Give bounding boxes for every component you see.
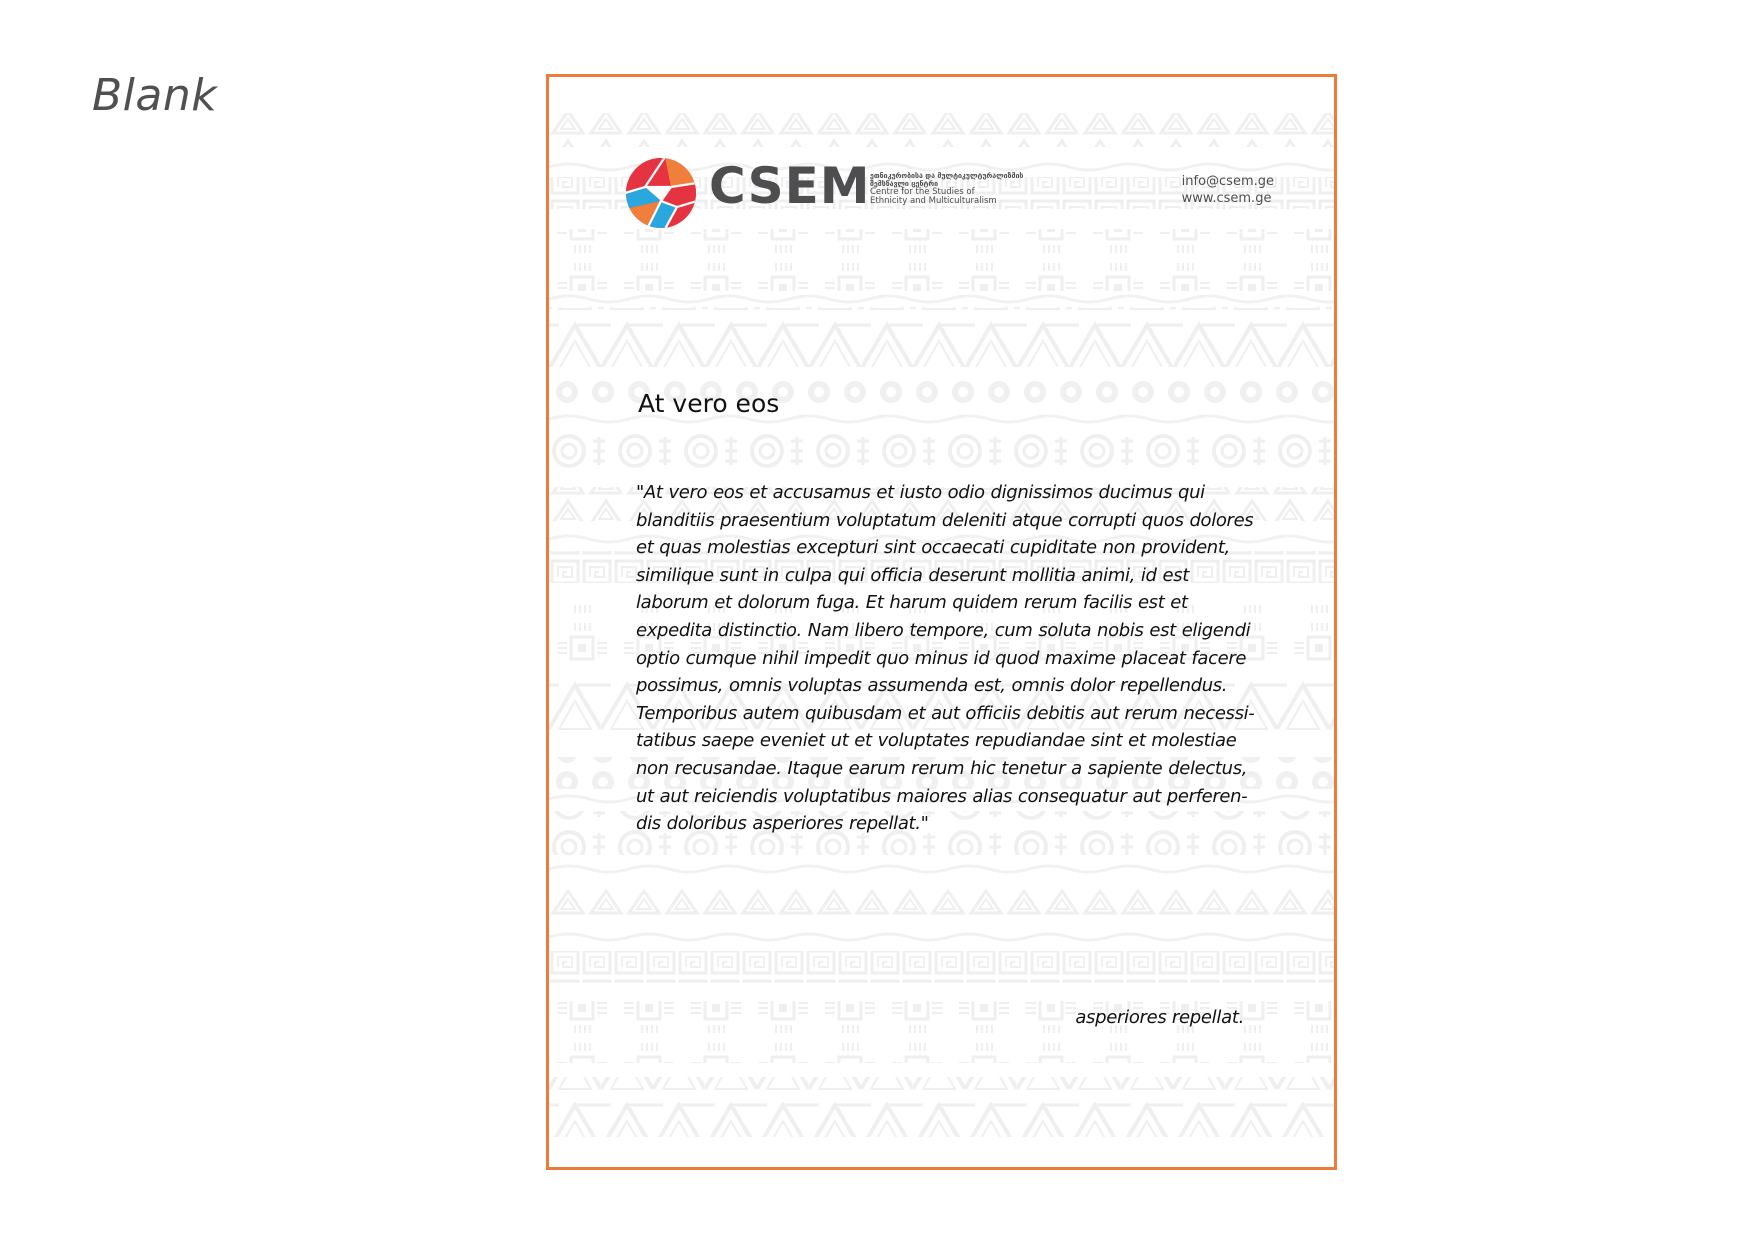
letterhead-sheet — [546, 74, 1337, 1170]
letter-body-line: optio cumque nihil impedit quo minus id quod maxime placeat facere — [636, 647, 1247, 669]
letter-body-line: dis doloribus asperiores repellat." — [636, 813, 929, 835]
letter-body-line: tatibus saepe eveniet ut et voluptates repudiandae sint et molestiae — [636, 730, 1237, 752]
logo-wordmark: CSEM — [709, 157, 871, 215]
letter-body-line: similique sunt in culpa qui officia deserunt mollitia animi, id est — [636, 564, 1189, 586]
letter-body-line: Temporibus autem quibusdam et aut officiis debitis aut rerum necessi- — [636, 702, 1255, 724]
letter-body-line: laborum et dolorum fuga. Et harum quidem rerum facilis est et — [636, 592, 1188, 614]
tagline-english-line-1: Centre for the Studies of — [870, 187, 975, 197]
contact-website: www.csem.ge — [1181, 191, 1272, 206]
logo-tagline — [870, 172, 1040, 206]
tagline-georgian-line-2: შემსწავლი ცენტრი — [870, 180, 939, 188]
letter-body-line: possimus, omnis voluptas assumenda est, omnis dolor repellendus. — [636, 675, 1228, 697]
letter-body-line: non recusandae. Itaque earum rerum hic tenetur a sapiente delectus, — [636, 757, 1248, 779]
letter-body-line: ut aut reiciendis voluptatibus maiores alias consequatur aut perferen- — [636, 785, 1248, 807]
letter-signature: asperiores repellat. — [1075, 1007, 1244, 1028]
letter-body-line: expedita distinctio. Nam libero tempore, cum soluta nobis est eligendi — [636, 619, 1251, 641]
csem-logo-icon — [625, 157, 697, 229]
tagline-georgian-line-1: ეთნიკურობისა და მულტიკულტურალიზმის — [870, 172, 1024, 180]
letter-body — [636, 479, 1276, 838]
contact-block — [1182, 173, 1274, 207]
letter-title: At vero eos — [638, 389, 780, 418]
page-label: Blank — [92, 70, 218, 121]
contact-email: info@csem.ge — [1181, 174, 1274, 189]
tagline-english-line-2: Ethnicity and Multiculturalism — [870, 196, 997, 206]
letter-body-line: blanditiis praesentium voluptatum deleniti atque corrupti quos dolores — [636, 509, 1254, 531]
letter-body-line: et quas molestias excepturi sint occaecati cupiditate non provident, — [636, 537, 1230, 559]
letter-body-line: "At vero eos et accusamus et iusto odio dignissimos ducimus qui — [636, 482, 1205, 503]
